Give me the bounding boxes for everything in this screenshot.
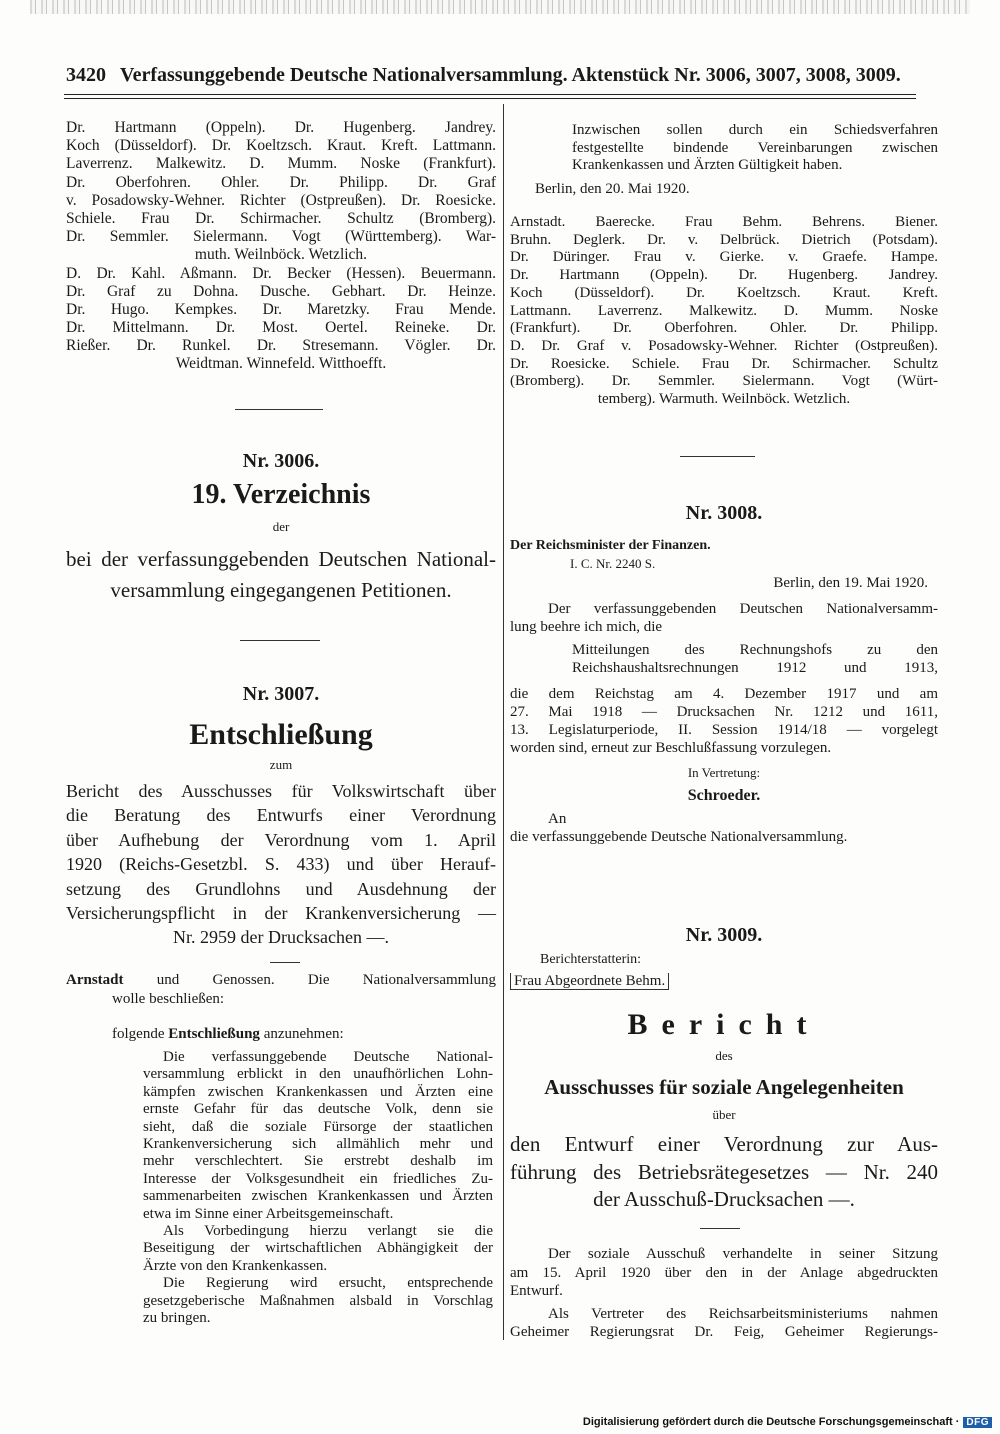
signer-line: Dr. Hartmann (Oppeln). Dr. Hugenberg. Jandrey. xyxy=(66,119,496,136)
report-line: Geheimer Regierungsrat Dr. Feig, Geheimer Regierungs- xyxy=(510,1324,938,1340)
section-rule xyxy=(700,1228,740,1229)
doc-title: Bericht xyxy=(627,1008,821,1041)
resolution-line: gesetzgeberische Maßnahmen alsbald in Vorschlag xyxy=(143,1292,493,1309)
resolution-line: Ärzte von den Krankenkassen. xyxy=(143,1257,328,1274)
resolve-pre: folgende xyxy=(112,1026,165,1042)
resolution-line: zu bringen. xyxy=(143,1310,211,1326)
resolution-line: ernste Gefahr für das deutsche Volk, denn sie xyxy=(143,1101,493,1118)
resolution-line: etwa im Sinne einer Arbeitsgemeinschaft. xyxy=(143,1205,394,1222)
signer-line: Schiele. Frau Dr. Schirmacher. Schultz (Bromberg). xyxy=(66,210,496,227)
signer-line: (Frankfurt). Dr. Oberfohren. Ohler. Dr. Philipp. xyxy=(510,320,938,337)
signer-line: Koch (Düsseldorf). Dr. Koeltzsch. Kraut. Kreft. xyxy=(510,284,938,301)
resolution-line: sammenarbeiten zwischen Krankenkassen und Ärzten xyxy=(143,1188,493,1205)
resolution-line: Die Regierung wird ersucht, entsprechende xyxy=(163,1275,493,1292)
signer-line: temberg). Warmuth. Weilnböck. Wetzlich. xyxy=(597,391,851,407)
resolve-post: anzunehmen: xyxy=(263,1026,344,1042)
doc-title: Entschließung xyxy=(189,718,373,751)
section-rule xyxy=(235,409,323,410)
doc-subject: der Ausschuß-Drucksachen —. xyxy=(593,1187,855,1211)
signer-line: D. Dr. Graf v. Posadowsky-Wehner. Richter (Ostpreußen). xyxy=(510,337,938,354)
doc-number: Nr. 3006. xyxy=(242,450,320,472)
header-rule-thin xyxy=(64,98,916,99)
doc-subject: über Aufhebung der Verordnung vom 1. April xyxy=(66,829,496,850)
signer-line: D. Dr. Kahl. Aßmann. Dr. Becker (Hessen). Beuermann. xyxy=(66,265,496,282)
letter-line: lung beehre ich mich, die xyxy=(510,619,663,635)
connector-word: zum xyxy=(269,757,293,772)
signer-line: Arnstadt. Baerecke. Frau Behm. Behrens. Biener. xyxy=(510,214,938,230)
motion-line: wolle beschließen: xyxy=(112,991,225,1007)
signer-line: Dr. Semmler. Sielermann. Vogt (Württemberg). War- xyxy=(66,228,496,246)
connector-word: der xyxy=(272,519,290,534)
signer-line: Rießer. Dr. Runkel. Dr. Stresemann. Vögler. Dr. xyxy=(66,337,496,354)
letter-line: 27. Mai 1918 — Drucksachen Nr. 1212 und 1611, xyxy=(510,704,938,720)
doc-subject: setzung des Grundlohns und Ausdehnung der xyxy=(66,878,496,899)
signer-line: Laverrenz. Malkewitz. D. Mumm. Noske (Frankfurt). xyxy=(66,155,496,173)
section-rule xyxy=(240,640,320,641)
doc-subtitle: versammlung eingegangenen Petitionen. xyxy=(110,578,452,602)
signer-line: Koch (Düsseldorf). Dr. Koeltzsch. Kraut. Kreft. Lattmann. xyxy=(66,137,496,155)
doc-subject: Bericht des Ausschusses für Volkswirtschaft über xyxy=(66,781,496,801)
doc-subtitle: bei der verfassunggebenden Deutschen National- xyxy=(66,547,496,571)
doc-number: Nr. 3007. xyxy=(242,683,320,705)
signer-line: Lattmann. Laverrenz. Malkewitz. D. Mumm. Noske xyxy=(510,302,938,319)
motion-text: und Genossen. Die Nationalversammlung xyxy=(156,972,497,988)
date-line: Berlin, den 20. Mai 1920. xyxy=(535,181,690,197)
header-rule xyxy=(64,94,916,95)
resolution-line: kämpfen zwischen Krankenkassen und Ärzten eine xyxy=(143,1083,493,1100)
resolution-line: sieht, daß die soziale Fürsorge der staatlichen xyxy=(143,1118,493,1135)
doc-subject: 1920 (Reichs-Gesetzbl. S. 433) und über Herauf- xyxy=(66,854,496,875)
report-line: am 15. April 1920 über den in der Anlage abgedruckten xyxy=(510,1264,938,1281)
signer-line: v. Posadowsky-Wehner. Richter (Ostpreußen). Dr. Roesicke. xyxy=(66,191,496,209)
resolution-line: Interesse der Volksgesundheit ein friedliches Zu- xyxy=(143,1170,493,1187)
dfg-logo: DFG xyxy=(963,1417,992,1428)
running-header xyxy=(66,64,912,86)
resolution-line: Die verfassunggebende Deutsche National- xyxy=(163,1049,493,1065)
rapporteur-name: Frau Abgeordnete Behm. xyxy=(510,973,669,990)
subject-line: Reichshaushaltsrechnungen 1912 und 1913, xyxy=(572,660,938,676)
letter-line: Der verfassunggebenden Deutschen Nationalversamm- xyxy=(548,601,938,617)
reference-line: I. C. Nr. 2240 S. xyxy=(570,556,656,571)
doc-subject: den Entwurf einer Verordnung zur Aus- xyxy=(510,1132,938,1156)
doc-number: Nr. 3008. xyxy=(685,502,763,524)
resolution-line: versammlung erblickt in den unaufhörlichen Lohn- xyxy=(143,1066,493,1083)
signer-line: Dr. Hartmann (Oppeln). Dr. Hugenberg. Jandrey. xyxy=(510,267,938,284)
page-number: 3420 xyxy=(66,64,106,86)
section-rule xyxy=(270,962,300,963)
signer-line: Dr. Oberfohren. Ohler. Dr. Philipp. Dr. Graf xyxy=(66,173,496,191)
continuation-line: Inzwischen sollen durch ein Schiedsverfahren xyxy=(572,122,938,138)
rapporteur-line xyxy=(510,973,669,990)
sender-line: Der Reichsminister der Finanzen. xyxy=(510,538,711,553)
letter-line: worden sind, erneut zur Beschlußfassung vorzulegen. xyxy=(510,740,832,756)
signer-line: Bruhn. Deglerk. Dr. v. Delbrück. Dietrich (Potsdam). xyxy=(510,231,938,248)
doc-subject: führung des Betriebsrätegesetzes — Nr. 240 xyxy=(510,1159,938,1184)
scan-noise-strip xyxy=(30,0,970,14)
continuation-line: Krankenkassen und Ärzten Gültigkeit haben. xyxy=(572,157,843,173)
signer-line: (Bromberg). Dr. Semmler. Sielermann. Vogt (Würt- xyxy=(510,373,938,390)
header-title: Verfassunggebende Deutsche Nationalversammlung. Aktenstück Nr. 3006, 3007, 3008, 3009. xyxy=(120,64,901,86)
doc-subject: die Beratung des Entwurfs einer Verordnung xyxy=(66,805,496,826)
resolution-line: mehr verschlechtert. Sie erstrebt deshalb im xyxy=(143,1153,493,1170)
date-line: Berlin, den 19. Mai 1920. xyxy=(773,575,928,591)
footer-credit xyxy=(583,1416,992,1428)
signer-line: Dr. Düringer. Frau v. Gierke. v. Graefe. Hampe. xyxy=(510,249,938,266)
doc-subject: Versicherungspflicht in der Krankenversicherung — xyxy=(66,903,496,923)
resolution-line: Beseitigung der wirtschaftlichen Abhängigkeit der xyxy=(143,1240,493,1257)
doc-title: 19. Verzeichnis xyxy=(191,479,371,510)
addressee-an: An xyxy=(548,811,567,827)
resolve-line xyxy=(112,1026,492,1043)
section-rule xyxy=(680,456,755,457)
signer-line: Dr. Roesicke. Schiele. Frau Dr. Schirmacher. Schultz xyxy=(510,355,938,372)
continuation-line: festgestellte bindende Vereinbarungen zwischen xyxy=(572,139,938,156)
connector-word: über xyxy=(712,1107,736,1122)
letter-line: 13. Legislaturperiode, II. Session 1914/18 — vorgelegt xyxy=(510,722,938,738)
in-vertretung: In Vertretung: xyxy=(687,765,761,780)
report-line: Der soziale Ausschuß verhandelte in seiner Sitzung xyxy=(548,1246,938,1262)
subject-line: Mitteilungen des Rechnungshofs zu den xyxy=(572,642,938,658)
resolution-line: Als Vorbedingung hierzu verlangt sie die xyxy=(163,1223,493,1239)
resolution-line: Krankenversicherung sich allmählich mehr und xyxy=(143,1136,493,1152)
column-divider xyxy=(503,104,504,1340)
committee-name: Ausschusses für soziale Angelegenheiten xyxy=(544,1075,904,1099)
motion-line xyxy=(66,972,496,989)
doc-number: Nr. 3009. xyxy=(685,924,763,946)
letter-line: die dem Reichstag am 4. Dezember 1917 und am xyxy=(510,686,938,702)
footer-text: Digitalisierung gefördert durch die Deutsche Forschungsgemeinschaft · xyxy=(582,1416,960,1428)
signer-line: Dr. Graf zu Dohna. Dusche. Gebhart. Dr. Heinze. xyxy=(66,283,496,300)
signer-line: muth. Weilnböck. Wetzlich. xyxy=(194,246,368,264)
connector-word: des xyxy=(715,1048,733,1063)
report-line: Entwurf. xyxy=(510,1283,563,1299)
rapporteur-label: Berichterstatterin: xyxy=(540,952,642,967)
motion-name: Arnstadt xyxy=(66,972,124,988)
signer-line: Dr. Hugo. Kempkes. Dr. Maretzky. Frau Mende. xyxy=(66,301,496,318)
report-line: Als Vertreter des Reichsarbeitsministeriums nahmen xyxy=(548,1305,938,1322)
resolve-bold: Entschließung xyxy=(168,1026,260,1042)
doc-subject: Nr. 2959 der Drucksachen —. xyxy=(173,927,389,948)
signature: Schroeder. xyxy=(687,787,761,804)
signer-line: Dr. Mittelmann. Dr. Most. Oertel. Reineke. Dr. xyxy=(66,319,496,336)
addressee: die verfassunggebende Deutsche Nationalversammlung. xyxy=(510,829,848,845)
signer-line: Weidtman. Winnefeld. Witthoefft. xyxy=(175,355,387,372)
